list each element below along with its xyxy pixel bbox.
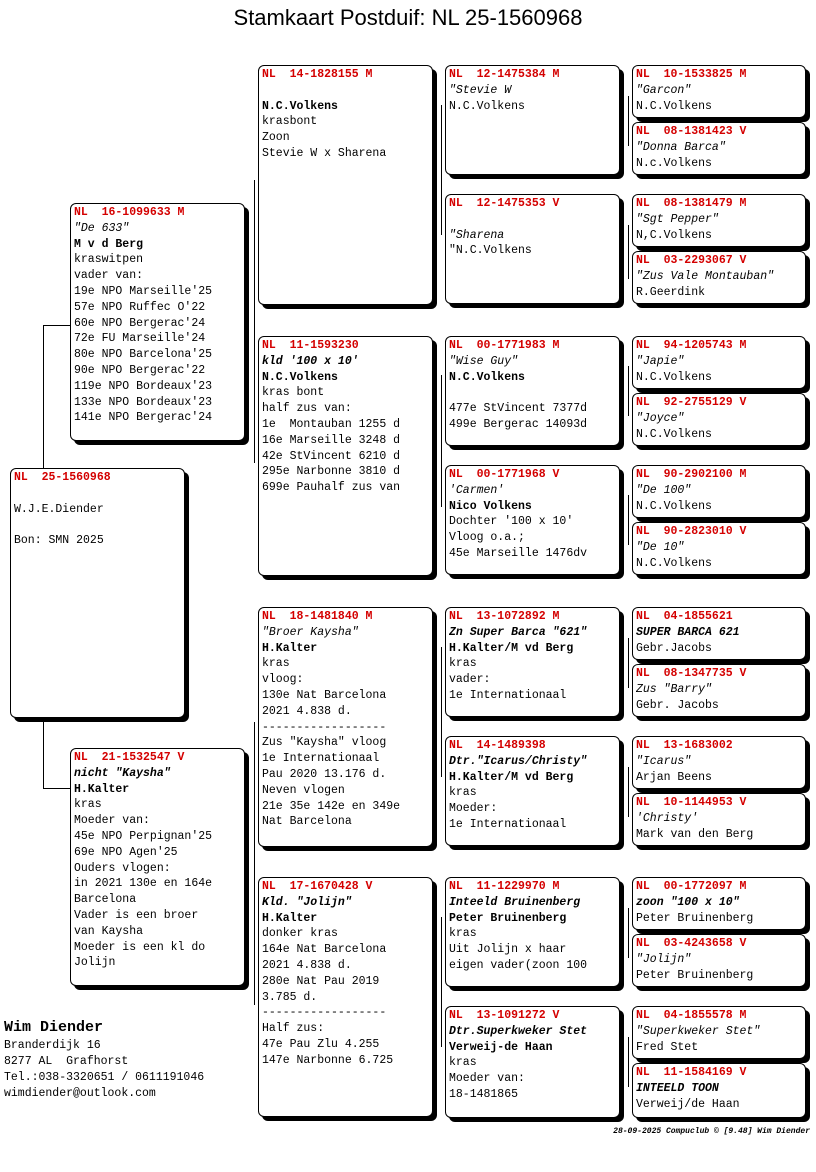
ring-number: NL 12-1475384 M [449, 68, 560, 81]
ring-number: NL 13-1683002 [636, 739, 733, 752]
ancestor-card[interactable]: NL 14-1489398 Dtr."Icarus/Christy" H.Kalter/M vd Berg kras Moeder: 1e Internationaal [445, 736, 620, 846]
ring-number: NL 18-1481840 M [262, 610, 373, 623]
connector [628, 366, 629, 416]
connector [43, 325, 70, 326]
ring-number: NL 08-1381423 V [636, 125, 747, 138]
ancestor-card[interactable]: NL 00-1771983 M "Wise Guy" N.C.Volkens 477e StVincent 7377d 499e Bergerac 14093d [445, 336, 620, 446]
ring-number: NL 04-1855621 [636, 610, 733, 623]
grandsire-maternal-card[interactable]: NL 18-1481840 M "Broer Kaysha" H.Kalter kras vloog: 130e Nat Barcelona 2021 4.838 d. ------------------ Zus "Kaysha" vloog 1e Internationaal Pau 2020 13.176 d. Neven vlogen 21e 35e 142e en 349e Nat Barcelona [258, 607, 433, 847]
owner-name: Wim Diender [4, 1019, 104, 1036]
connector [628, 908, 629, 958]
ancestor-card[interactable]: NL 03-4243658 V "Jolijn" Peter Bruinenberg [632, 934, 806, 987]
footer-credit: 28-09-2025 Compuclub © [9.48] Wim Diender [613, 1127, 810, 1136]
connector [254, 722, 255, 1005]
ancestor-card[interactable]: NL 13-1683002 "Icarus" Arjan Beens [632, 736, 806, 789]
connector [441, 105, 442, 235]
ancestor-card[interactable]: NL 11-1584169 V INTEELD TOON Verweij/de Haan [632, 1063, 806, 1118]
ring-number: NL 14-1828155 M [262, 68, 373, 81]
ring-number: NL 00-1772097 M [636, 880, 747, 893]
connector [628, 495, 629, 545]
ring-number: NL 08-1381479 M [636, 197, 747, 210]
connector [628, 1037, 629, 1087]
ring-number: NL 13-1091272 V [449, 1009, 560, 1022]
ring-number: NL 00-1771983 M [449, 339, 560, 352]
ring-number: NL 92-2755129 V [636, 396, 747, 409]
ring-number: NL 94-1205743 M [636, 339, 747, 352]
ring-number: NL 10-1144953 V [636, 796, 747, 809]
ancestor-card[interactable]: NL 92-2755129 V "Joyce" N.C.Volkens [632, 393, 806, 446]
ancestor-card[interactable]: NL 12-1475384 M "Stevie W N.C.Volkens [445, 65, 620, 175]
ancestor-card[interactable]: NL 94-1205743 M "Japie" N.C.Volkens [632, 336, 806, 389]
ancestor-card[interactable]: NL 12-1475353 V "Sharena "N.C.Volkens [445, 194, 620, 304]
owner-phone: Tel.:038-3320651 / 0611191046 [4, 1071, 205, 1084]
ring-number: NL 10-1533825 M [636, 68, 747, 81]
connector [254, 180, 255, 463]
ring-number: NL 11-1593230 [262, 339, 359, 352]
ring-number: NL 04-1855578 M [636, 1009, 747, 1022]
ancestor-card[interactable]: NL 04-1855621 SUPER BARCA 621 Gebr.Jacobs [632, 607, 806, 660]
owner-email: wimdiender@outlook.com [4, 1087, 156, 1100]
ancestor-card[interactable]: NL 03-2293067 V "Zus Vale Montauban" R.Geerdink [632, 251, 806, 304]
mother-card[interactable]: NL 21-1532547 V nicht "Kaysha" H.Kalter kras Moeder van: 45e NPO Perpignan'25 69e NPO Agen'25 Ouders vlogen: in 2021 130e en 164e Barcelona Vader is een broer van Kaysha Moeder is een kl do Jolijn [70, 748, 245, 986]
ancestor-card[interactable]: NL 08-1381423 V "Donna Barca" N.c.Volkens [632, 122, 806, 175]
connector [628, 767, 629, 817]
connector [441, 647, 442, 777]
connector [628, 638, 629, 688]
ancestor-card[interactable]: NL 13-1091272 V Dtr.Superkweker Stet Verweij-de Haan kras Moeder van: 18-1481865 [445, 1006, 620, 1118]
page-title: Stamkaart Postduif: NL 25-1560968 [233, 5, 583, 30]
ancestor-card[interactable]: NL 04-1855578 M "Superkweker Stet" Fred Stet [632, 1006, 806, 1059]
ancestor-card[interactable]: NL 08-1381479 M "Sgt Pepper" N,C.Volkens [632, 194, 806, 247]
owner-block [4, 1018, 204, 1102]
ring-number: NL 03-4243658 V [636, 937, 747, 950]
ring-number: NL 03-2293067 V [636, 254, 747, 267]
ancestor-card[interactable]: NL 10-1533825 M "Garcon" N.C.Volkens [632, 65, 806, 118]
ancestor-card[interactable]: NL 90-2823010 V "De 10" N.C.Volkens [632, 522, 806, 575]
ring-number: NL 25-1560968 [14, 471, 111, 484]
connector [628, 225, 629, 279]
ancestor-card[interactable]: NL 11-1229970 M Inteeld Bruinenberg Peter Bruinenberg kras Uit Jolijn x haar eigen vader(zoon 100 [445, 877, 620, 987]
ring-number: NL 17-1670428 V [262, 880, 373, 893]
father-card[interactable]: NL 16-1099633 M "De 633" M v d Berg kraswitpen vader van: 19e NPO Marseille'25 57e NPO Ruffec O'22 60e NPO Bergerac'24 72e FU Marseille'24 80e NPO Barcelona'25 90e NPO Bergerac'22 119e NPO Bordeaux'23 133e NPO Bordeaux'23 141e NPO Bergerac'24 [70, 203, 245, 441]
connector [441, 917, 442, 1047]
ring-number: NL 13-1072892 M [449, 610, 560, 623]
ring-number: NL 11-1229970 M [449, 880, 560, 893]
connector [43, 718, 44, 788]
granddam-paternal-card[interactable]: NL 11-1593230 kld '100 x 10' N.C.Volkens kras bont half zus van: 1e Montauban 1255 d 16e Marseille 3248 d 42e StVincent 6210 d 295e Narbonne 3810 d 699e Pauhalf zus van [258, 336, 433, 576]
ancestor-card[interactable]: NL 00-1771968 V 'Carmen' Nico Volkens Dochter '100 x 10' Vloog o.a.; 45e Marseille 1476dv [445, 465, 620, 575]
ancestor-card[interactable]: NL 08-1347735 V Zus "Barry" Gebr. Jacobs [632, 664, 806, 717]
connector [628, 96, 629, 146]
subject-card[interactable]: NL 25-1560968 W.J.E.Diender Bon: SMN 2025 [10, 468, 185, 718]
connector [43, 325, 44, 468]
ring-number: NL 14-1489398 [449, 739, 546, 752]
ring-number: NL 90-2902100 M [636, 468, 747, 481]
ring-number: NL 90-2823010 V [636, 525, 747, 538]
ring-number: NL 08-1347735 V [636, 667, 747, 680]
grandsire-paternal-card[interactable]: NL 14-1828155 M N.C.Volkens krasbont Zoon Stevie W x Sharena [258, 65, 433, 305]
ancestor-card[interactable]: NL 10-1144953 V 'Christy' Mark van den Berg [632, 793, 806, 846]
granddam-maternal-card[interactable]: NL 17-1670428 V Kld. "Jolijn" H.Kalter donker kras 164e Nat Barcelona 2021 4.838 d. 280e Nat Pau 2019 3.785 d. ------------------ Half zus: 47e Pau Zlu 4.255 147e Narbonne 6.725 [258, 877, 433, 1117]
ring-number: NL 16-1099633 M [74, 206, 185, 219]
ring-number: NL 11-1584169 V [636, 1066, 747, 1079]
connector [43, 788, 70, 789]
ring-number: NL 12-1475353 V [449, 197, 560, 210]
ring-number: NL 00-1771968 V [449, 468, 560, 481]
owner-postcode: 8277 AL Grafhorst [4, 1055, 129, 1068]
connector [441, 375, 442, 507]
ancestor-card[interactable]: NL 00-1772097 M zoon "100 x 10" Peter Bruinenberg [632, 877, 806, 930]
ring-number: NL 21-1532547 V [74, 751, 185, 764]
ancestor-card[interactable]: NL 90-2902100 M "De 100" N.C.Volkens [632, 465, 806, 518]
owner-address: Branderdijk 16 [4, 1039, 101, 1052]
ancestor-card[interactable]: NL 13-1072892 M Zn Super Barca "621" H.Kalter/M vd Berg kras vader: 1e Internationaal [445, 607, 620, 717]
